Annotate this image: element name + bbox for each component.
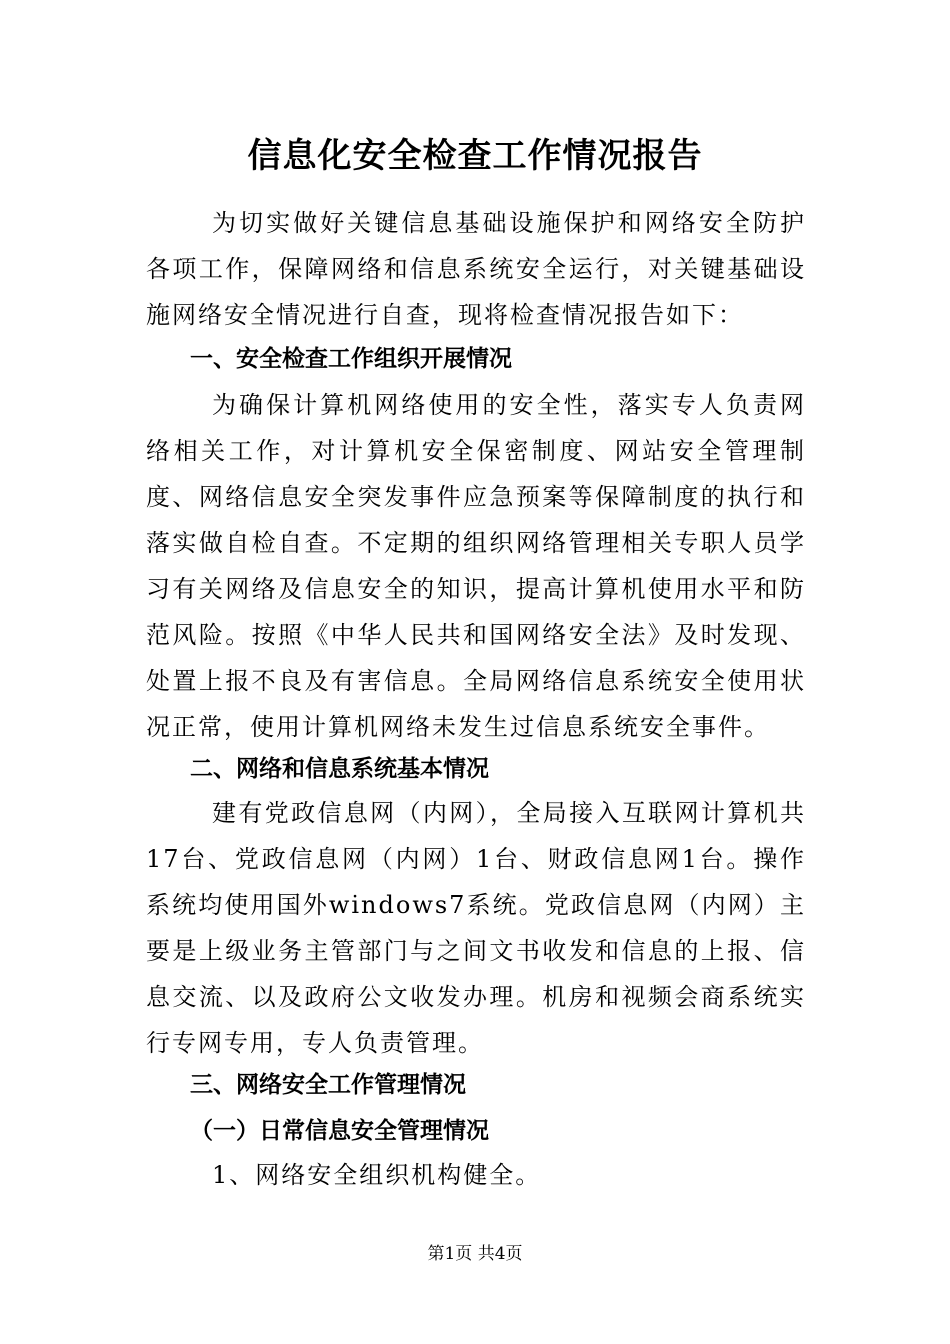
section-1-paragraph: 为确保计算机网络使用的安全性，落实专人负责网络相关工作，对计算机安全保密制度、网站安全管理制度、网络信息安全突发事件应急预案等保障制度的执行和落实做自检自查。不定期的组织网络管理相关专职人员学习有关网络及信息安全的知识，提高计算机使用水平和防范风险。按照《中华人民共和国网络安全法》及时发现、处置上报不良及有害信息。全局网络信息系统安全使用状况正常，使用计算机网络未发生过信息系统安全事件。 bbox=[146, 391, 806, 741]
section-3-item-1: 1、网络安全组织机构健全。 bbox=[212, 1161, 542, 1189]
section-3-subheading: （一）日常信息安全管理情况 bbox=[190, 1118, 489, 1144]
page-footer: 第1页 共4页 bbox=[427, 1244, 523, 1264]
section-2-paragraph: 建有党政信息网（内网），全局接入互联网计算机共17台、党政信息网（内网）1台、财政信息网1台。操作系统均使用国外windows7系统。党政信息网（内网）主要是上级业务主管部门与之间文书收发和信息的上报、信息交流、以及政府公文收发办理。机房和视频会商系统实行专网专用，专人负责管理。 bbox=[146, 799, 806, 1057]
section-3-heading: 三、网络安全工作管理情况 bbox=[190, 1072, 466, 1098]
section-2-heading: 二、网络和信息系统基本情况 bbox=[190, 756, 489, 782]
document-title: 信息化安全检查工作情况报告 bbox=[247, 136, 703, 176]
section-1-heading: 一、安全检查工作组织开展情况 bbox=[190, 346, 512, 372]
intro-paragraph: 为切实做好关键信息基础设施保护和网络安全防护各项工作，保障网络和信息系统安全运行，对关键基础设施网络安全情况进行自查，现将检查情况报告如下： bbox=[146, 209, 806, 329]
